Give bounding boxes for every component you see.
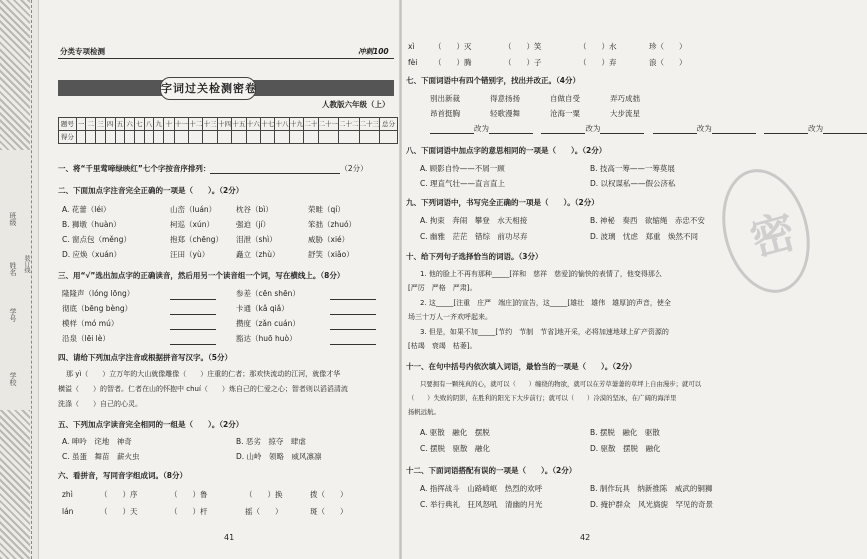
score-header-cell: 十七 [260, 118, 274, 131]
score-value-cell[interactable] [164, 131, 175, 144]
q11-line-1: 只要拥有一颗纯真的心，就可以（ ）缠绕的物欲，就可以在芳草萋萋的草坪上自由漫步；就可以 [420, 380, 702, 388]
score-header-cell: 二十 [304, 118, 318, 131]
score-header-cell: 二十二 [339, 118, 360, 131]
score-header-cell: 七 [134, 118, 144, 131]
q7-fix-1: 改为 [474, 124, 489, 133]
q3-title: 三、用“√”选出加点字的正确读音，然后用另一个读音组一个词，写在横线上。（8分） [58, 271, 345, 280]
score-header-cell: 十四 [217, 118, 231, 131]
score-value-label: 得分 [59, 131, 77, 144]
q6-blank-word[interactable]: 拨（ ） [310, 490, 348, 499]
binding-strip [0, 0, 39, 559]
right-page [404, 0, 824, 559]
score-header-cell: 十一 [174, 118, 188, 131]
q2-option-word: 山峦（luán） [170, 205, 217, 214]
q12-option-c[interactable]: C. 举行典礼 狂风怒吼 清幽的月光 [420, 500, 543, 509]
binding-cut-line [31, 0, 32, 559]
q7-fix-row [430, 124, 867, 134]
page-title: 字词过关检测密卷 [160, 77, 256, 100]
q6-blank-word[interactable]: （ ）笑 [504, 42, 542, 51]
binding-label-school: 学校 [9, 372, 17, 386]
q7-blank-3a[interactable] [653, 133, 697, 134]
q3-answer-line[interactable] [170, 305, 216, 315]
q2-option-word: 抱郑（chēng） [170, 235, 224, 244]
q7-blank-4a[interactable] [764, 133, 808, 134]
q12-option-d[interactable]: D. 掩护群众 风光旖旎 罕见的奇景 [590, 500, 714, 509]
q2-option-b[interactable]: B. 狮墩（huàn） [62, 220, 121, 229]
q10-title: 十、给下列句子选择恰当的词语。（3分） [406, 252, 543, 261]
q1-text: 一、将“千里莺啼绿映红”七个字按音序排列： [58, 164, 211, 173]
score-value-cell[interactable] [154, 131, 164, 144]
page-number-left: 41 [224, 533, 235, 542]
score-header-cell: 十六 [246, 118, 260, 131]
score-header-cell: 八 [144, 118, 154, 131]
q7-blank-4b[interactable] [823, 133, 867, 134]
page-number-right: 42 [580, 533, 591, 542]
score-value-cell[interactable] [380, 131, 398, 144]
score-value-cell[interactable] [359, 131, 380, 144]
score-value-cell[interactable] [134, 131, 144, 144]
score-header-cell: 十 [164, 118, 175, 131]
score-value-cell[interactable] [125, 131, 135, 144]
score-header-label: 题号 [59, 118, 77, 131]
q10-line-5: 3. 但是，如果不加_____[节约 节制 节省]地开采，必将加速地球上矿产资源的 [420, 328, 669, 336]
score-header-cell: 二十三 [359, 118, 380, 131]
q5-option-a[interactable]: A. 呻吟 诧地 神奇 [62, 437, 132, 446]
q8-option-d[interactable]: D. 以权谋私——假公济私 [590, 179, 676, 188]
q11-title: 十一、在句中括号内依次填入词语，最恰当的一项是（ ）。（2分） [406, 362, 637, 371]
q3-item[interactable]: 沿泉（lēi lè） [62, 334, 110, 343]
q12-option-b[interactable]: B. 制作玩具 纳新推陈 威武的铜狮 [590, 484, 713, 493]
score-value-cell[interactable] [304, 131, 318, 144]
q4-title: 四、请给下列加点字注音或根据拼音写汉字。（5分） [58, 353, 232, 362]
binding-label-class: 班级 [9, 212, 17, 226]
q6-blank-word[interactable]: 珍（ ） [649, 42, 687, 51]
binding-hatch-top [0, 0, 30, 150]
score-header-cell: 六 [125, 118, 135, 131]
left-page [40, 0, 398, 559]
q11-option-d[interactable]: D. 驱散 摆脱 融化 [590, 444, 661, 453]
q1-score: （2分） [340, 164, 368, 173]
q7-blank-1b[interactable] [489, 133, 533, 134]
q2-option-word: 笨拙（zhuó） [308, 220, 357, 229]
q10-line-1: 1. 他的脸上不再有那种_____[祥和 慈祥 慈爱]的愉快的表情了，他变得那么 [420, 270, 662, 278]
q3-answer-line[interactable] [170, 320, 216, 330]
q3-item[interactable]: 卡通（kǎ qiǎ） [236, 304, 289, 313]
page-seam [399, 0, 402, 559]
q2-option-c[interactable]: C. 窗点包（měng） [62, 235, 131, 244]
q3-answer-line[interactable] [330, 290, 376, 300]
q6-blank-word[interactable]: （ ）灭 [434, 42, 472, 51]
q2-title: 二、下面加点字注音完全正确的一项是（ ）。（2分） [58, 186, 244, 195]
q1-answer-line[interactable] [210, 173, 340, 174]
q11-option-c[interactable]: C. 摆脱 驱散 融化 [420, 444, 491, 453]
score-value-cell[interactable] [86, 131, 96, 144]
series-label: 分类专项检测 [60, 47, 105, 56]
q3-answer-line[interactable] [170, 290, 216, 300]
q6-blank-word[interactable]: （ ）换 [245, 490, 283, 499]
q7-fix-3: 改为 [696, 124, 712, 133]
q3-answer-line[interactable] [170, 335, 216, 345]
q7-word: 别出新裁 [430, 94, 460, 103]
q6-blank-word[interactable]: （ ）杆 [170, 507, 208, 516]
q6-blank-word[interactable]: 浪（ ） [649, 58, 687, 67]
score-value-cell[interactable] [232, 131, 246, 144]
q6-blank-word[interactable]: （ ）序 [100, 490, 138, 499]
q12-option-a[interactable]: A. 指挥战斗 山路崎岖 热烈的欢呼 [420, 484, 543, 493]
score-header-cell: 十九 [289, 118, 303, 131]
q7-word: 昂首挺胸 [430, 109, 460, 118]
q5-option-c[interactable]: C. 虽蛋 舞苗 薪火虫 [62, 452, 140, 461]
edition-label: 人教版六年级（上） [322, 100, 390, 109]
score-value-cell[interactable] [174, 131, 188, 144]
binding-line-label: 装订线 [23, 255, 30, 273]
score-value-cell[interactable] [260, 131, 274, 144]
q2-option-d[interactable]: D. 应焕（xuán） [62, 250, 122, 259]
header-rule [58, 58, 394, 59]
score-value-cell[interactable] [339, 131, 360, 144]
q7-blank-2a[interactable] [541, 133, 585, 134]
score-value-cell[interactable] [203, 131, 217, 144]
q7-blank-2b[interactable] [600, 133, 644, 134]
score-header-cell: 九 [154, 118, 164, 131]
q6-blank-word[interactable]: （ ）鲁 [170, 490, 208, 499]
q3-item[interactable]: 隆隆声（lóng lōng） [62, 289, 135, 298]
score-value-cell[interactable] [96, 131, 106, 144]
q4-line-2: 横溢（ ）的智者。仁者在山的怀抱中 chuí（ ）炼自己的仁爱之心；智者则以滔滔清流 [58, 385, 348, 393]
q11-line-2: （ ）失败的阴影，在胜利的阳光下大步前行；就可以（ ）冷漠的坚冰，在广阔的海洋里 [408, 394, 677, 402]
q3-item[interactable]: 攒度（zǎn cuán） [236, 319, 300, 328]
score-value-cell[interactable] [76, 131, 86, 144]
q11-option-a[interactable]: A. 驱散 融化 摆脱 [420, 428, 490, 437]
q3-item[interactable]: 参差（cēn shēn） [236, 289, 300, 298]
q5-title: 五、下列加点字读音完全相同的一组是（ ）。（2分） [58, 420, 244, 429]
q6-pinyin: zhì [62, 490, 73, 499]
q3-answer-line[interactable] [330, 335, 376, 345]
q7-blank-1a[interactable] [430, 133, 474, 134]
q2-option-word: 强迫（jí） [236, 220, 271, 229]
q3-item[interactable]: 豁达（huō huò） [236, 334, 297, 343]
score-header-cell: 十三 [203, 118, 217, 131]
q9-option-b[interactable]: B. 神秘 奏西 欲缩绳 赤忠不安 [590, 216, 705, 225]
q7-fix-4: 改为 [808, 124, 824, 133]
q7-word: 弄巧成拙 [610, 94, 640, 103]
q9-option-d[interactable]: D. 波璃 忧虑 郑重 焕然不同 [590, 232, 699, 241]
q2-option-word: 荣畦（qí） [308, 205, 345, 214]
score-header-cell: 三 [96, 118, 106, 131]
q8-option-a[interactable]: A. 顾影自怜——不屑一顾 [420, 164, 505, 173]
q12-title: 十二、下面词语搭配有误的一项是（ ）。（2分） [406, 466, 577, 475]
score-header-cell: 四 [105, 118, 115, 131]
q6-pinyin: xì [408, 42, 415, 51]
score-value-cell[interactable] [275, 131, 289, 144]
score-header-cell: 二 [86, 118, 96, 131]
q8-option-b[interactable]: B. 技高一筹——一筹莫展 [590, 164, 675, 173]
q10-line-2: [严厉 严格 严肃]。 [408, 284, 477, 292]
q9-title: 九、下列词语中，书写完全正确的一项是（ ）。（2分） [406, 198, 599, 207]
q6-blank-word[interactable]: （ ）弃 [579, 58, 617, 67]
score-value-cell[interactable] [189, 131, 203, 144]
q2-option-a[interactable]: A. 花蕾（léi） [62, 205, 111, 214]
score-header-cell: 一 [76, 118, 86, 131]
q8-title: 八、下面词语中加点字的意思相同的一项是（ ）。（2分） [406, 146, 607, 155]
q1 [58, 164, 368, 174]
q10-line-4: 场三十万人一齐欢呼起来。 [408, 313, 492, 321]
q3-item[interactable]: 彻底（bēng bèng） [62, 304, 133, 313]
q3-item[interactable]: 模样（mó mú） [62, 319, 119, 328]
score-header-cell: 总分 [380, 118, 398, 131]
score-value-cell[interactable] [105, 131, 115, 144]
q2-option-word: 枕谷（bì） [236, 205, 273, 214]
q6-pinyin: fèi [408, 58, 418, 67]
q2-option-word: 泪泄（shì） [236, 235, 277, 244]
q6-blank-word[interactable]: 摇（ ） [245, 507, 283, 516]
q7-word: 大步流星 [610, 109, 640, 118]
q6-blank-word[interactable]: 斑（ ） [310, 507, 348, 516]
q6-blank-word[interactable]: （ ）子 [504, 58, 542, 67]
score-value-row [59, 131, 398, 144]
score-value-cell[interactable] [144, 131, 154, 144]
score-header-cell: 五 [115, 118, 125, 131]
score-header-cell: 十五 [232, 118, 246, 131]
q6-blank-word[interactable]: （ ）水 [579, 42, 617, 51]
score-table [58, 117, 398, 144]
q2-option-word: 矗立（zhù） [236, 250, 280, 259]
score-value-cell[interactable] [318, 131, 339, 144]
q7-word: 得意扬扬 [490, 94, 520, 103]
q5-option-d[interactable]: D. 山岭 领略 威风凛凛 [236, 452, 322, 461]
q7-title: 七、下面词语中有四个错别字，找出并改正。（4分） [406, 76, 580, 85]
score-header-cell: 十八 [275, 118, 289, 131]
q2-option-word: 柯巡（xún） [170, 220, 214, 229]
q5-option-b[interactable]: B. 恶劣 掠夺 肆虐 [236, 437, 306, 446]
binding-label-name: 姓名 [9, 262, 17, 276]
q10-line-6: [枯竭 衰竭 枯萎]。 [408, 342, 477, 350]
q6-blank-word[interactable]: （ ）天 [100, 507, 138, 516]
score-value-cell[interactable] [246, 131, 260, 144]
q4-line-3: 洗涤（ ）自己的心灵。 [58, 400, 142, 408]
q10-line-3: 2. 这_____[注重 庄严 端庄]的宣告，这_____[雄壮 雄伟 雄厚]的声音，使全 [420, 299, 671, 307]
q2-option-word: 舒笑（xiǎo） [308, 250, 354, 259]
q3-answer-line[interactable] [330, 320, 376, 330]
q3-answer-line[interactable] [330, 305, 376, 315]
q7-word: 沧海一粟 [550, 109, 580, 118]
score-value-cell[interactable] [217, 131, 231, 144]
watermark-stamp-glyph: 密 [745, 206, 802, 267]
score-header-cell: 十二 [189, 118, 203, 131]
q11-line-3: 扬帆远航。 [408, 408, 440, 416]
score-value-cell[interactable] [289, 131, 303, 144]
score-header-row [59, 118, 398, 131]
q7-fix-2: 改为 [585, 124, 601, 133]
q9-option-a[interactable]: A. 拘束 奔闹 攀登 水天相接 [420, 216, 528, 225]
q6-title: 六、看拼音，写同音字组成词。（8分） [58, 471, 187, 480]
q2-option-word: 威胁（xié） [308, 235, 350, 244]
score-value-cell[interactable] [115, 131, 125, 144]
q4-line-1: 那 yì（ ）立万年的大山就像雕像（ ）庄重的仁者；那欢快流动的江河，就像才华 [66, 370, 341, 378]
binding-hatch-bottom [0, 410, 30, 559]
q6-blank-word[interactable]: （ ）腾 [434, 58, 472, 67]
binding-label-number: 学号 [9, 308, 17, 322]
score-header-cell: 二十一 [318, 118, 339, 131]
q7-blank-3b[interactable] [712, 133, 756, 134]
q8-option-c[interactable]: C. 理直气壮——直言直上 [420, 179, 506, 188]
q9-option-c[interactable]: C. 幽雅 茫茫 错综 前功尽弃 [420, 232, 528, 241]
q7-word: 自做自受 [550, 94, 580, 103]
q11-option-b[interactable]: B. 摆脱 融化 驱散 [590, 428, 660, 437]
q2-option-word: 汪田（yù） [170, 250, 210, 259]
q7-word: 轻歌漫舞 [490, 109, 520, 118]
target-score: 冲刺100 [358, 47, 389, 56]
q6-pinyin: lán [62, 507, 74, 516]
